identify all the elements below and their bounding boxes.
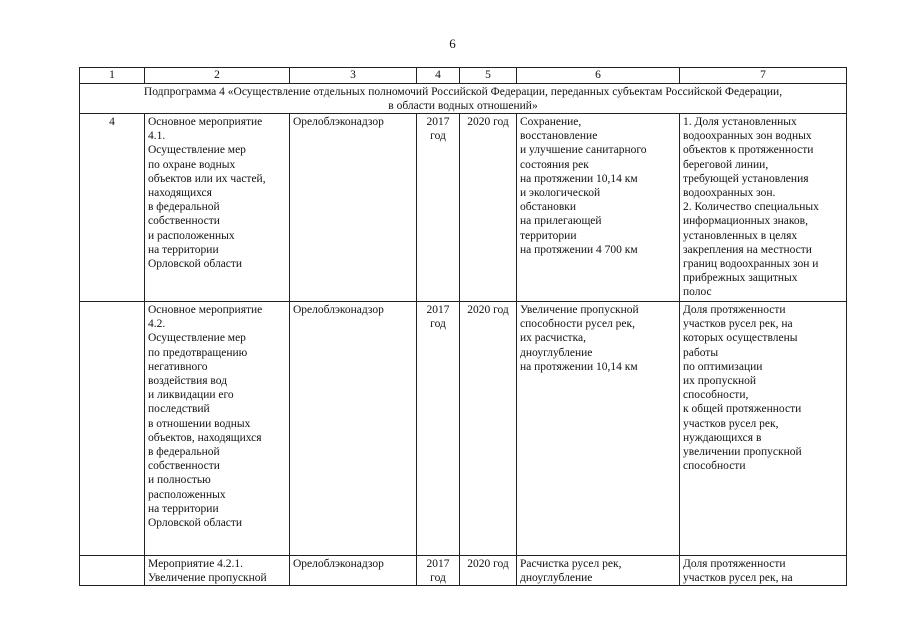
page-bottom-margin	[79, 592, 847, 640]
program-table	[79, 67, 847, 586]
indicator: Доля протяженности участков русел рек, на	[680, 556, 847, 586]
table-row	[80, 302, 847, 556]
expected-result: Расчистка русел рек, дноуглубление	[517, 556, 680, 586]
activity-name: Основное мероприятие 4.1. Осуществление мер по охране водных объектов или их частей, находящихся в федеральной собственности и расположенных на территории Орловской области	[145, 114, 290, 302]
subprogram-row	[80, 84, 847, 114]
header-cell: 6	[517, 68, 680, 84]
table-row	[80, 114, 847, 302]
header-cell: 4	[417, 68, 460, 84]
header-cell: 7	[680, 68, 847, 84]
subprogram-title: Подпрограмма 4 «Осуществление отдельных полномочий Российской Федерации, переданных субъектам Российской Федерации, в области водных отношений»	[80, 84, 847, 114]
expected-result: Увеличение пропускной способности русел рек, их расчистка, дноуглубление на протяжении 10,14 км	[517, 302, 680, 556]
end-year: 2020 год	[460, 302, 517, 556]
start-year: 2017 год	[417, 556, 460, 586]
indicator: Доля протяженности участков русел рек, на которых осуществлены работы по оптимизации их пропускной способности, к общей протяженности участков русел рек, нуждающихся в увеличении пропускной способности	[680, 302, 847, 556]
executor: Орелоблэконадзор	[290, 114, 417, 302]
page-number: 6	[449, 36, 456, 51]
header-cell: 3	[290, 68, 417, 84]
end-year: 2020 год	[460, 114, 517, 302]
table-row	[80, 556, 847, 586]
start-year: 2017 год	[417, 302, 460, 556]
start-year: 2017 год	[417, 114, 460, 302]
header-cell: 2	[145, 68, 290, 84]
expected-result: Сохранение, восстановление и улучшение санитарного состояния рек на протяжении 10,14 км и экологической обстановки на прилегающей территории на протяжении 4 700 км	[517, 114, 680, 302]
header-cell: 1	[80, 68, 145, 84]
activity-name: Основное мероприятие 4.2. Осуществление мер по предотвращению негативного воздействия вод и ликвидации его последствий в отношении водных объектов, находящихся в федеральной собственности и полностью расположенных на территории Орловской области	[145, 302, 290, 556]
activity-name: Мероприятие 4.2.1. Увеличение пропускной	[145, 556, 290, 586]
row-number	[80, 302, 145, 556]
row-number	[80, 556, 145, 586]
executor: Орелоблэконадзор	[290, 556, 417, 586]
row-number: 4	[80, 114, 145, 302]
indicator: 1. Доля установленных водоохранных зон водных объектов к протяженности береговой линии, требующей установления водоохранных зон. 2. Количество специальных информационных знаков, установленных в целях закрепления на местности границ водоохранных зон и прибрежных защитных полос	[680, 114, 847, 302]
header-cell: 5	[460, 68, 517, 84]
executor: Орелоблэконадзор	[290, 302, 417, 556]
header-row	[80, 68, 847, 84]
end-year: 2020 год	[460, 556, 517, 586]
